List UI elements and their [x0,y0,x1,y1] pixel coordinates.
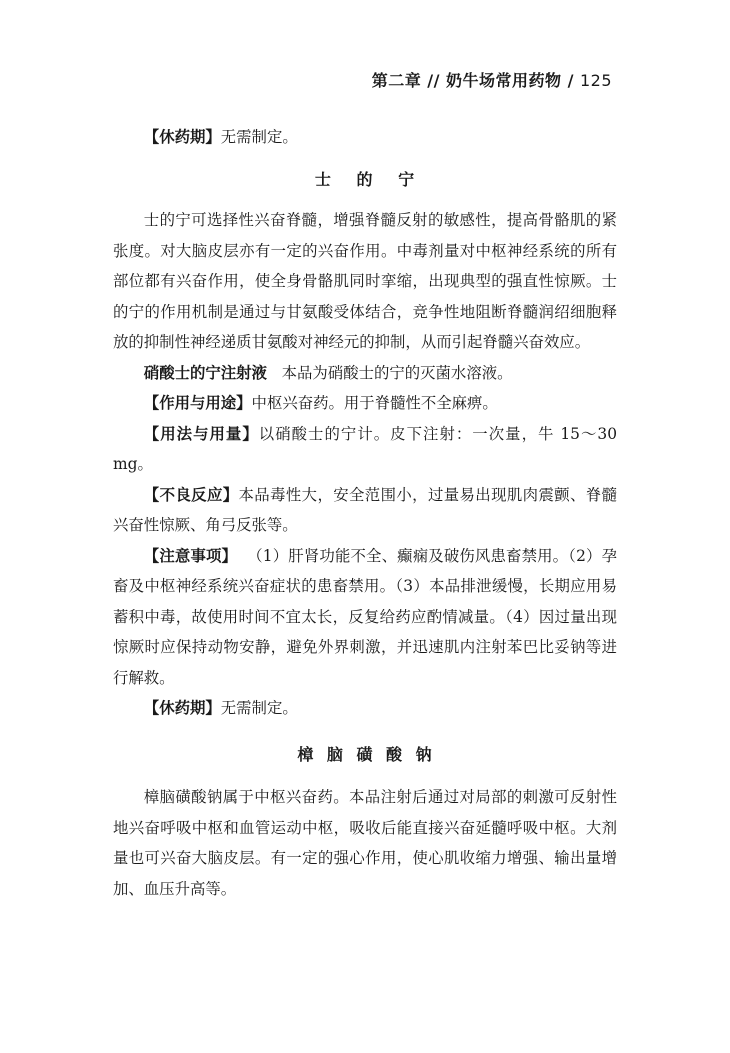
injection-text: 本品为硝酸士的宁的灭菌水溶液。 [281,363,513,382]
page-number: 125 [579,71,612,90]
dosage-label: 【用法与用量】 [143,424,259,443]
action-paragraph [113,388,617,419]
withdrawal-text: 无需制定。 [220,699,298,717]
adverse-label: 【不良反应】 [143,485,239,504]
adverse-paragraph [113,480,617,541]
camphor-intro: 樟脑磺酸钠属于中枢兴奋药。本品注射后通过对局部的刺激可反射性地兴奋呼吸中枢和血管运动中枢，吸收后能直接兴奋延髓呼吸中枢。大剂量也可兴奋大脑皮层。有一定的强心作用，使心肌收缩力增强、输出量增加、血压升高等。 [113,788,617,898]
withdrawal-paragraph-top [113,122,617,153]
withdrawal-label: 【休药期】 [143,699,221,717]
running-header [372,68,612,91]
adverse-text: 本品毒性大，安全范围小，过量易出现肌肉震颤、脊髓兴奋性惊厥、角弓反张等。 [113,485,617,534]
dosage-paragraph [113,419,617,480]
page-body [113,122,617,904]
section-title-strychnine: 士 的 宁 [314,169,416,189]
strychnine-intro: 士的宁可选择性兴奋脊髓，增强脊髓反射的敏感性，提高骨骼肌的紧张度。对大脑皮层亦有一定的兴奋作用。中毒剂量对中枢神经系统的所有部位都有兴奋作用，使全身骨骼肌同时挛缩，出现典型的强直性惊厥。士的宁的作用机制是通过与甘氨酸受体结合，竞争性地阻断脊髓润绍细胞释放的抑制性神经递质甘氨酸对神经元的抑制，从而引起脊髓兴奋效应。 [113,211,617,351]
action-text: 中枢兴奋药。用于脊髓性不全麻痹。 [251,394,498,412]
caution-label: 【注意事项】 [143,546,238,565]
caution-text: （1）肝肾功能不全、癫痫及破伤风患畜禁用。（2）孕畜及中枢神经系统兴奋症状的患畜禁用。（3）本品排泄缓慢，长期应用易蓄积中毒，故使用时间不宜太长，反复给药应酌情减量。（4）因过量出现惊厥时应保持动物安静，避免外界刺激，并迅速肌内注射苯巴比妥钠等进行解救。 [113,546,617,687]
injection-label: 硝酸士的宁注射液 [143,363,267,382]
action-label: 【作用与用途】 [143,394,252,412]
caution-paragraph [113,541,617,694]
injection-paragraph [113,358,617,389]
dosage-text: 以硝酸士的宁计。皮下注射：一次量，牛 15～30 mg。 [113,424,617,473]
withdrawal-text: 无需制定。 [220,128,298,146]
section-title-camphor: 樟 脑 磺 酸 钠 [297,744,433,764]
chapter-title: 第二章 // 奶牛场常用药物 / [371,71,574,90]
withdrawal-paragraph [113,693,617,724]
withdrawal-label: 【休药期】 [143,128,221,146]
